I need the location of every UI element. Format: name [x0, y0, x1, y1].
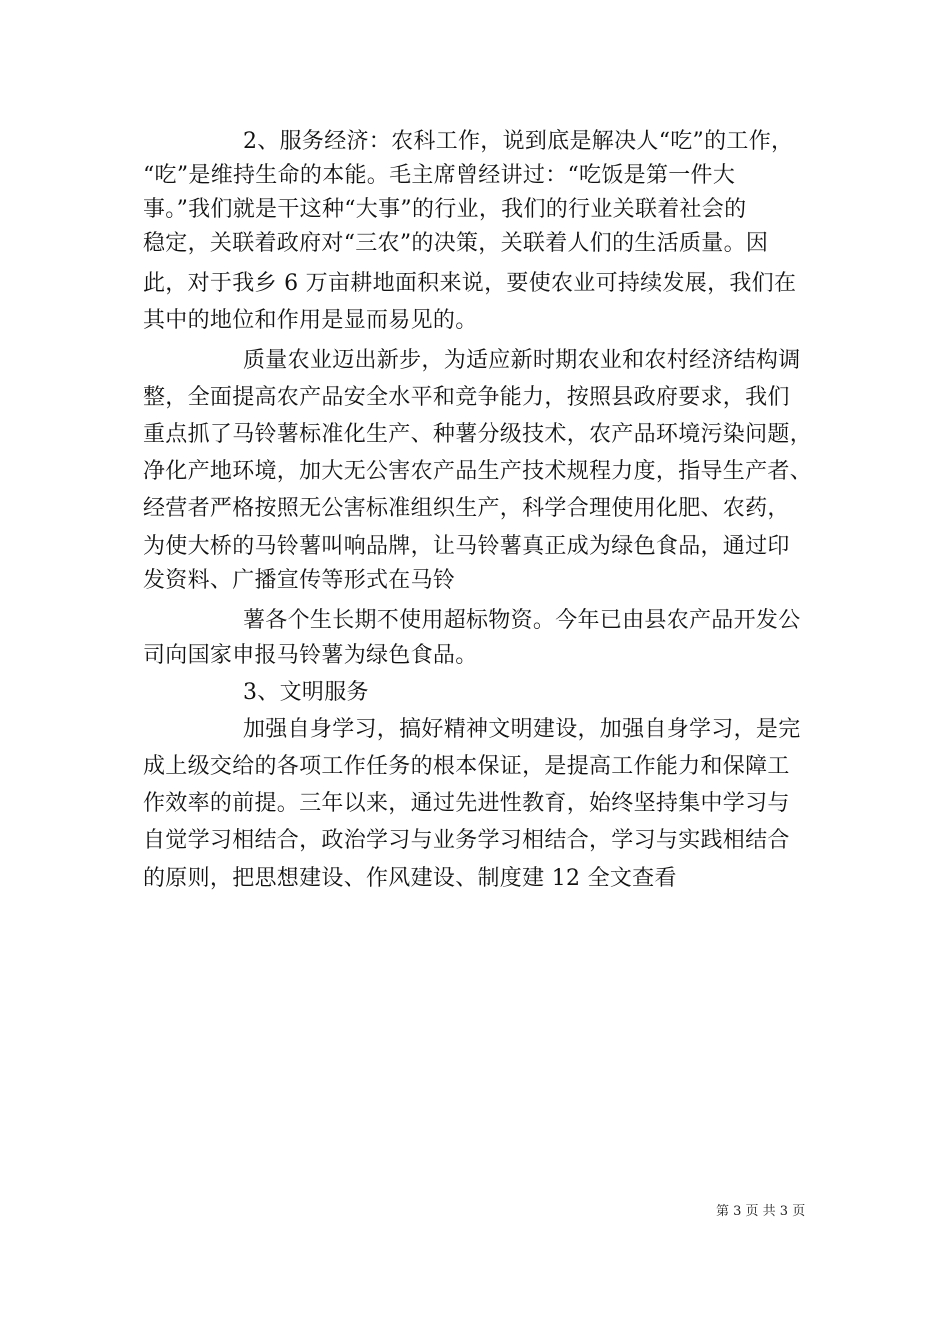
paragraph-line: 经营者严格按照无公害标准组织生产，科学合理使用化肥、农药，: [143, 496, 790, 521]
paragraph-line: 的原则，把思想建设、作风建设、制度建 12 全文查看: [143, 866, 677, 891]
paragraph-line: 2、服务经济：农科工作，说到底是解决人“吃”的工作，: [243, 129, 794, 154]
paragraph-line: 稳定，关联着政府对“三农”的决策，关联着人们的生活质量。因: [143, 231, 769, 256]
paragraph-line: 事。”我们就是干这种“大事”的行业，我们的行业关联着社会的: [143, 197, 747, 222]
paragraph-line: 其中的地位和作用是显而易见的。: [143, 308, 478, 333]
paragraph-line: 整，全面提高农产品安全水平和竞争能力，按照县政府要求，我们: [143, 385, 790, 410]
paragraph-line: 自觉学习相结合，政治学习与业务学习相结合，学习与实践相结合: [143, 828, 790, 853]
paragraph-line: 薯各个生长期不使用超标物资。今年已由县农产品开发公: [243, 608, 801, 633]
paragraph-line: 净化产地环境，加大无公害农产品生产技术规程力度，指导生产者、: [143, 459, 813, 484]
paragraph-line: 发资料、广播宣传等形式在马铃: [143, 568, 456, 593]
paragraph-line: 质量农业迈出新步，为适应新时期农业和农村经济结构调: [243, 348, 801, 373]
paragraph-line: 重点抓了马铃薯标准化生产、种薯分级技术，农产品环境污染问题，: [143, 422, 813, 447]
page-number: 第 3 页 共 3 页: [716, 1204, 806, 1219]
paragraph-line: 此，对于我乡 6 万亩耕地面积来说，要使农业可持续发展，我们在: [143, 271, 797, 296]
paragraph-line: 作效率的前提。三年以来，通过先进性教育，始终坚持集中学习与: [143, 791, 790, 816]
section-heading: 3、文明服务: [243, 680, 369, 705]
paragraph-line: 司向国家申报马铃薯为绿色食品。: [143, 643, 478, 668]
paragraph-line: 成上级交给的各项工作任务的根本保证，是提高工作能力和保障工: [143, 754, 790, 779]
paragraph-line: 加强自身学习，搞好精神文明建设，加强自身学习，是完: [243, 717, 801, 742]
paragraph-line: “吃”是维持生命的本能。毛主席曾经讲过：“吃饭是第一件大: [143, 163, 736, 188]
paragraph-line: 为使大桥的马铃薯叫响品牌，让马铃薯真正成为绿色食品，通过印: [143, 534, 790, 559]
